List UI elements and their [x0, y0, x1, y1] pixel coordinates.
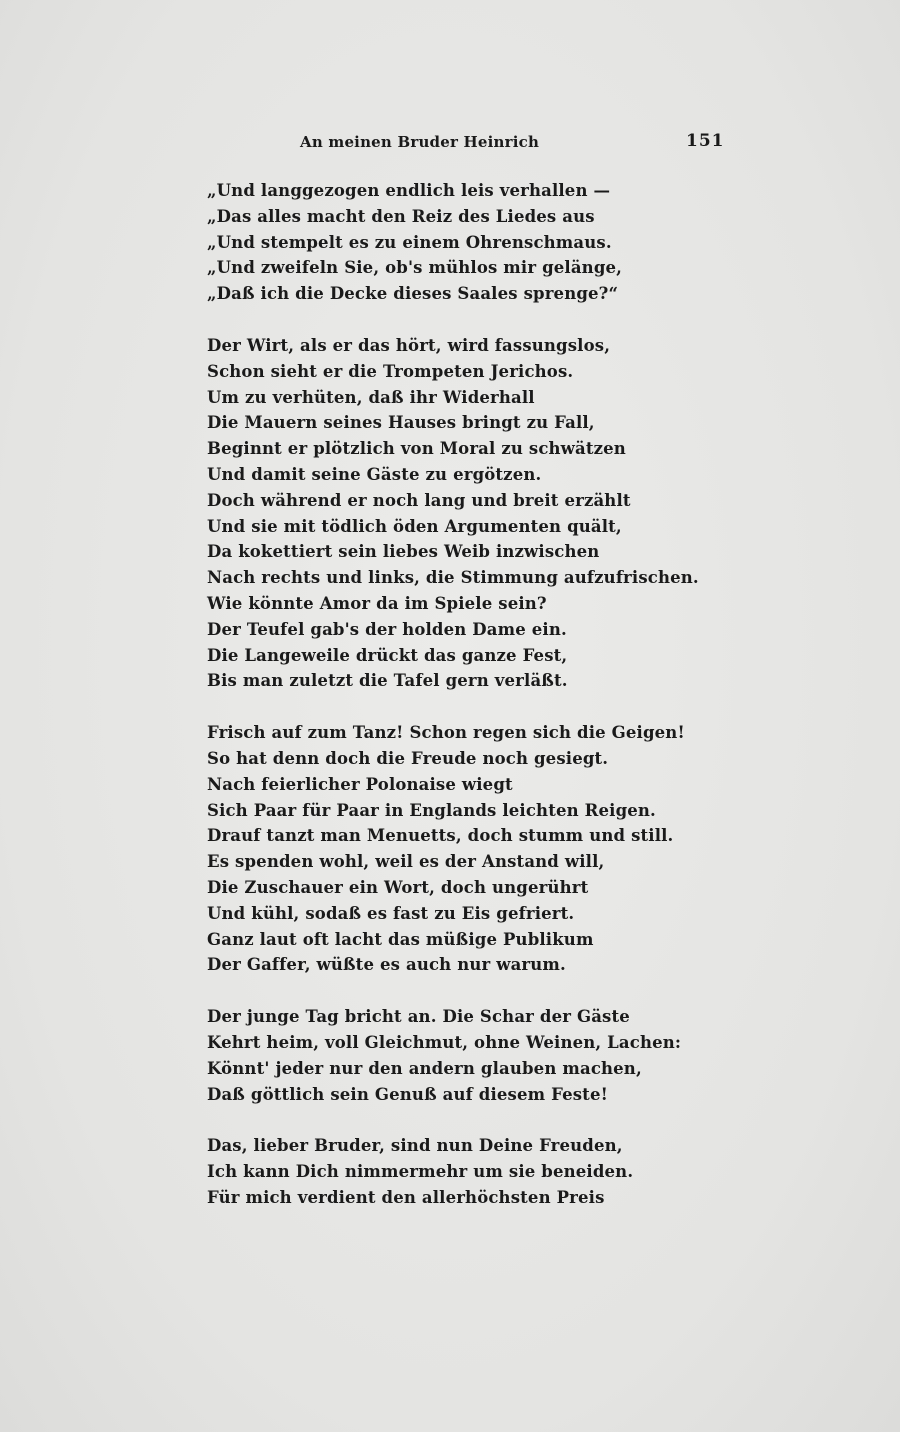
poem-line: „Das alles macht den Reiz des Liedes aus: [207, 206, 595, 226]
poem-line: Könnt' jeder nur den andern glauben machen,: [207, 1058, 642, 1078]
poem-line: Drauf tanzt man Menuetts, doch stumm und still.: [207, 826, 674, 846]
poem-line: Es spenden wohl, weil es der Anstand will,: [207, 852, 605, 872]
poem-line: Sich Paar für Paar in Englands leichten Reigen.: [207, 800, 656, 820]
page-number: 151: [686, 131, 725, 151]
poem-line: Der Wirt, als er das hört, wird fassungslos,: [207, 335, 611, 355]
poem-line: Ich kann Dich nimmermehr um sie beneiden.: [207, 1162, 634, 1182]
poem-line: Da kokettiert sein liebes Weib inzwischen: [207, 542, 600, 562]
poem-line: Und kühl, sodaß es fast zu Eis gefriert.: [207, 903, 575, 923]
poem-line: Für mich verdient den allerhöchsten Preis: [207, 1187, 605, 1207]
poem-line: Nach rechts und links, die Stimmung aufzufrischen.: [207, 568, 699, 588]
poem-line: Ganz laut oft lacht das müßige Publikum: [207, 929, 594, 949]
poem-line: Der Gaffer, wüßte es auch nur warum.: [207, 955, 566, 975]
poem-line: Daß göttlich sein Genuß auf diesem Feste!: [207, 1084, 608, 1104]
poem-line: „Und zweifeln Sie, ob's mühlos mir gelänge,: [207, 258, 623, 278]
poem-line: Schon sieht er die Trompeten Jerichos.: [207, 361, 574, 381]
poem-line: Beginnt er plötzlich von Moral zu schwätzen: [207, 439, 626, 459]
poem-line: Das, lieber Bruder, sind nun Deine Freuden,: [207, 1136, 623, 1156]
poem-line: „Und stempelt es zu einem Ohrenschmaus.: [207, 232, 612, 252]
poem-line: Der Teufel gab's der holden Dame ein.: [207, 619, 567, 639]
stanza: [207, 720, 827, 978]
poem-line: Wie könnte Amor da im Spiele sein?: [207, 593, 547, 613]
poem-line: Bis man zuletzt die Tafel gern verläßt.: [207, 671, 568, 691]
running-title: An meinen Bruder Heinrich: [300, 133, 540, 151]
poem-line: So hat denn doch die Freude noch gesiegt.: [207, 748, 609, 768]
poem-line: „Und langgezogen endlich leis verhallen —: [207, 181, 611, 200]
poem-line: Frisch auf zum Tanz! Schon regen sich die Geigen!: [207, 723, 685, 743]
stanza: [207, 1133, 827, 1210]
poem-line: „Daß ich die Decke dieses Saales sprenge?“: [207, 284, 619, 304]
poem-line: Und damit seine Gäste zu ergötzen.: [207, 464, 542, 484]
poem-line: Die Zuschauer ein Wort, doch ungerührt: [207, 877, 589, 897]
stanza: [207, 1004, 827, 1107]
poem-line: Doch während er noch lang und breit erzählt: [207, 490, 631, 510]
poem-line: Nach feierlicher Polonaise wiegt: [207, 774, 513, 794]
poem-line: Die Langeweile drückt das ganze Fest,: [207, 645, 568, 665]
stanza: [207, 178, 827, 307]
poem-line: Um zu verhüten, daß ihr Widerhall: [207, 387, 535, 407]
poem-line: Der junge Tag bricht an. Die Schar der Gäste: [207, 1007, 630, 1027]
poem-line: Die Mauern seines Hauses bringt zu Fall,: [207, 413, 595, 433]
stanza: [207, 333, 827, 694]
poem-line: Kehrt heim, voll Gleichmut, ohne Weinen, Lachen:: [207, 1032, 682, 1052]
poem-line: Und sie mit tödlich öden Argumenten quält,: [207, 516, 622, 536]
poem-body: [207, 178, 827, 1237]
